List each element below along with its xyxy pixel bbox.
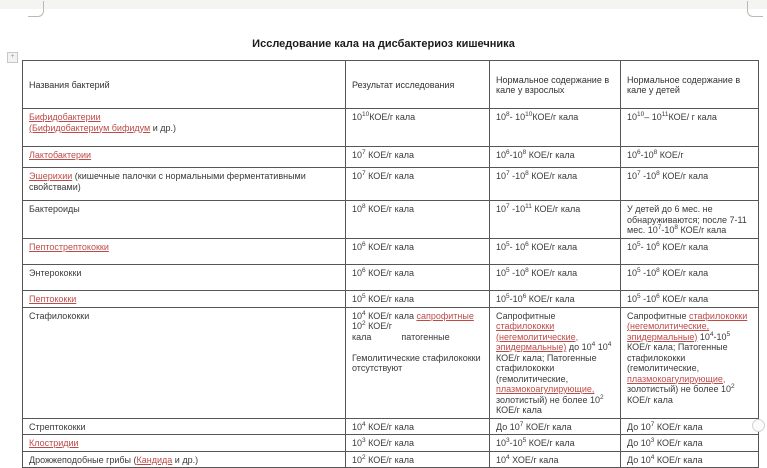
cell-bacteria-name xyxy=(23,238,346,264)
cell-norm-adults: $10^3-10^5$ КОЕ/г кала xyxy=(490,435,621,452)
cell-norm-adults: Сапрофитные стафилококки (негемолитические, эпидермальные) до $10^4$ $10^4$ КОЕ/г кала; Патогенные стафилококки (гемолитические, плазмокоагулирующие, золотистый) не более $10^2$ КОЕ/г кала xyxy=(490,307,621,418)
cell-norm-children: Сапрофитные стафилококки (негемолитические, эпидермальные) $10^4-10^5$ КОЕ/г кала; Патогенные стафилококки (гемолитические, плазмокоагулирующие, золотистый) не более $10^2$ КОЕ/г кала xyxy=(621,307,759,418)
header-norm-children: Нормальное содержание в кале у детей xyxy=(621,61,759,109)
cell-norm-children: До $10^3$ КОЕ/г кала xyxy=(621,435,759,452)
cell-result: $10^6$ КОЕ/г кала xyxy=(346,264,490,290)
cell-norm-adults: $10^7$ $-10^{11}$ КОЕ/г кала xyxy=(490,201,621,239)
cell-norm-children: $10^5$ $-10^6$ КОЕ/г кала xyxy=(621,290,759,307)
cell-norm-adults: $10^7$ $-10^8$ КОЕ/г кала xyxy=(490,168,621,201)
table-row xyxy=(23,147,759,168)
table-move-handle-icon[interactable]: + xyxy=(7,52,18,63)
cell-result: $10^4$ КОЕ/г кала сапрофитные $10^2$ КОЕ/г кала патогенные Гемолитические стафилококки отсутствуют xyxy=(346,307,490,418)
bacteria-link[interactable]: сапрофитные xyxy=(416,310,474,321)
bacteria-link[interactable]: стафилококки xyxy=(689,310,748,321)
cell-norm-children: $10^5-$ $10^6$ КОЕ/г кала xyxy=(621,238,759,264)
cell-result: $10^7$ КОЕ/г кала xyxy=(346,168,490,201)
cell-norm-children: До $10^7$ КОЕ/г кала xyxy=(621,418,759,435)
dysbacteriosis-table xyxy=(22,60,759,468)
cell-result: $10^4$ КОЕ/г кала xyxy=(346,418,490,435)
cell-norm-children: $10^7$ $-10^8$ КОЕ/г кала xyxy=(621,168,759,201)
cell-result: $10^6$ КОЕ/г кала xyxy=(346,238,490,264)
cell-norm-children: $10^{10}-$ $10^{11}КОЕ/$ г кала xyxy=(621,109,759,147)
table-row xyxy=(23,201,759,239)
cell-result: $10^3$ КОЕ/г кала xyxy=(346,435,490,452)
cell-result: $10^7$ КОЕ/г кала xyxy=(346,147,490,168)
cell-norm-adults: $10^5$ $-10^8$ КОЕ/г кала xyxy=(490,264,621,290)
bacteria-link[interactable]: Пептострептококки xyxy=(29,241,109,252)
page-corner-mark-icon xyxy=(747,1,763,17)
header-norm-adults: Нормальное содержание в кале у взрослых xyxy=(490,61,621,109)
table-row xyxy=(23,435,759,452)
cell-norm-children: $10^5$ $-10^8$ КОЕ/г кала xyxy=(621,264,759,290)
table-row xyxy=(23,418,759,435)
cell-norm-children: $10^6-10^8$ КОЕ/г xyxy=(621,147,759,168)
corner-circle-icon xyxy=(752,419,765,432)
bacteria-link[interactable]: Кандида xyxy=(136,454,173,465)
cell-result: $10^5$ КОЕ/г кала xyxy=(346,290,490,307)
bacteria-link[interactable]: стафилококки xyxy=(496,321,555,331)
cell-norm-children: До $10^4$ КОЕ/г кала xyxy=(621,451,759,468)
cell-result: $10^2$ КОЕ/г кала xyxy=(346,451,490,468)
table-row xyxy=(23,307,759,418)
page-corner-mark-icon xyxy=(28,1,44,17)
header-result: Результат исследования xyxy=(346,61,490,109)
cell-result: $10^8$ КОЕ/г кала xyxy=(346,201,490,239)
cell-bacteria-name: Бифидобактерии (Бифидобактериум бифидум и др.) xyxy=(23,109,346,147)
cell-bacteria-name: Стафилококки xyxy=(23,307,346,418)
page-title: Исследование кала на дисбактериоз кишечника xyxy=(252,38,515,50)
bacteria-link[interactable]: (негемолитические, эпидермальные) xyxy=(496,331,579,352)
header-bacteria-names: Названия бактерий xyxy=(23,61,346,109)
cell-bacteria-name: Эшерихии (кишечные палочки с нормальными ферментативными свойствами) xyxy=(23,168,346,201)
table-row xyxy=(23,290,759,307)
bacteria-link[interactable]: Лактобактерии xyxy=(29,150,92,160)
bacteria-link[interactable]: плазмокоагулирующие, xyxy=(496,384,595,394)
bacteria-link[interactable]: Бифидобактерии xyxy=(29,112,101,122)
cell-bacteria-name xyxy=(23,435,346,452)
table-row xyxy=(23,451,759,468)
cell-bacteria-name: Стрептококки xyxy=(23,418,346,435)
bacteria-link[interactable]: (Бифидобактериум бифидум xyxy=(29,122,151,133)
cell-bacteria-name: Бактероиды xyxy=(23,201,346,239)
cell-bacteria-name xyxy=(23,290,346,307)
cell-bacteria-name xyxy=(23,147,346,168)
bacteria-link[interactable]: (негемолитические, эпидермальные) xyxy=(627,321,710,342)
cell-norm-children: У детей до 6 мес. не обнаруживаются; после 7-11 мес. $10^7-10^8$ КОЕ/г кала xyxy=(621,201,759,239)
cell-norm-adults: $10^4$ ХОЕ/г кала xyxy=(490,451,621,468)
cell-norm-adults: До $10^7$ КОЕ/г кала xyxy=(490,418,621,435)
bacteria-link[interactable]: Клостридии xyxy=(29,438,79,448)
cell-norm-adults: $10^8-$ $10^{10}КОЕ/г$ кала xyxy=(490,109,621,147)
table-row xyxy=(23,168,759,201)
table-header-row xyxy=(23,61,759,109)
table-row xyxy=(23,109,759,147)
bacteria-link[interactable]: плазмокоагулирующие, xyxy=(627,373,726,384)
cell-bacteria-name: Дрожжеподобные грибы (Кандида и др.) xyxy=(23,451,346,468)
table-body xyxy=(23,109,759,468)
page-top-margin xyxy=(0,0,767,9)
table-row xyxy=(23,238,759,264)
cell-bacteria-name: Энтерококки xyxy=(23,264,346,290)
bacteria-link[interactable]: Эшерихии xyxy=(29,171,73,181)
cell-norm-adults: $10^5-10^6$ КОЕ/г кала xyxy=(490,290,621,307)
cell-norm-adults: $10^6-10^8$ КОЕ/г кала xyxy=(490,147,621,168)
table-row xyxy=(23,264,759,290)
cell-norm-adults: $10^5-$ $10^6$ КОЕ/г кала xyxy=(490,238,621,264)
bacteria-link[interactable]: Пептококки xyxy=(29,293,77,304)
cell-result: $10^{10}КОЕ/г$ кала xyxy=(346,109,490,147)
